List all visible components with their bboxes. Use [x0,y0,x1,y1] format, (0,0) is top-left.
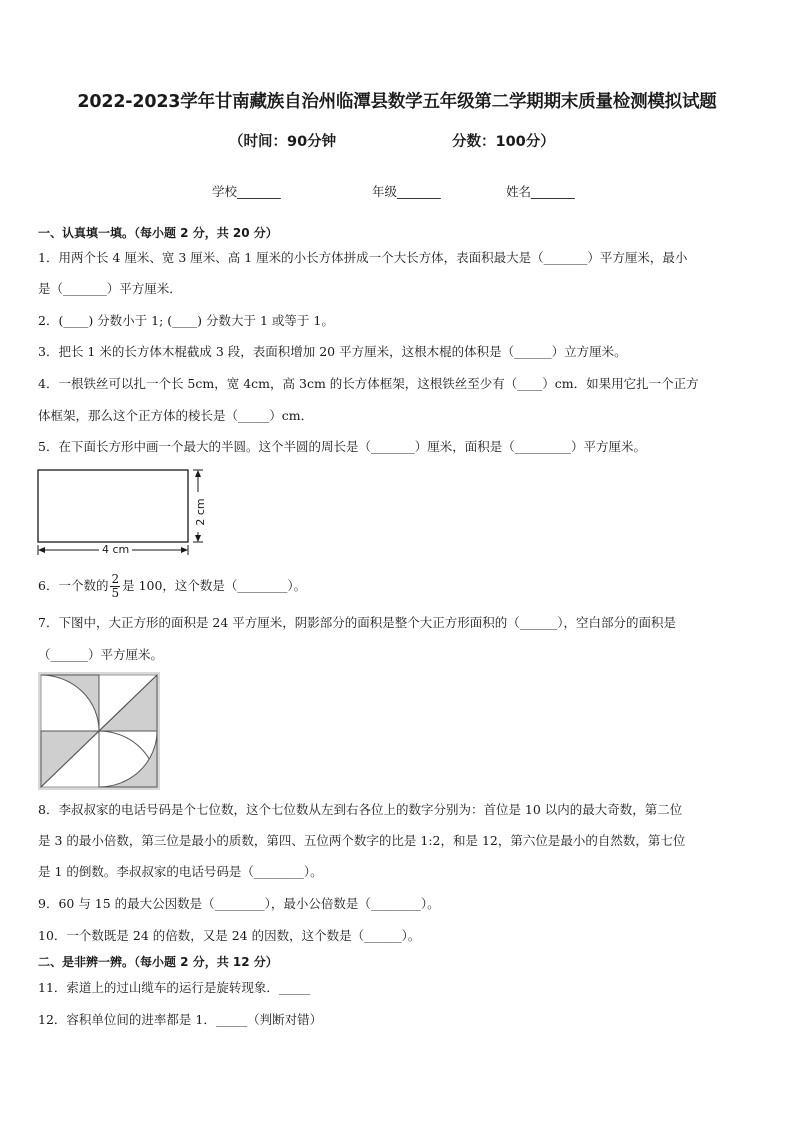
section-2-heading: 二、是非辨一辨。（每小题 2 分，共 12 分） [38,955,278,969]
width-arrow-left [38,547,45,553]
question-4-line-2: 体框架，那么这个正方体的棱长是（_____）cm． [38,408,314,423]
fraction-two-fifths: $\frac{2}{5}$ [111,572,120,600]
question-5: 5．在下面长方形中画一个最大的半圆。这个半圆的周长是（_______）厘米，面积是（_________）平方厘米。 [38,439,646,454]
question-4-line-1: 4．一根铁丝可以扎一个长 5cm，宽 4cm，高 3cm 的长方体框架，这根铁丝至少有（____）cm．如果用它扎一个正方 [38,376,699,391]
question-1-line-2: 是（_______）平方厘米． [38,281,182,296]
exam-title: 2022-2023学年甘南藏族自治州临潭县数学五年级第二学期期末质量检测模拟试题 [77,92,717,112]
question-8-line-3: 是 1 的倒数。李叔叔家的电话号码是（________）。 [38,864,323,879]
name-field: 姓名_______ [506,184,575,199]
school-field: 学校_______ [212,184,281,199]
width-label: 4 cm [99,543,132,556]
question-6: 6．一个数的 $\frac{2}{5}$ 是 100，这个数是（________）。 [38,572,307,600]
question-2: 2．(____) 分数小于 1; (____) 分数大于 1 或等于 1。 [38,313,334,328]
question-3: 3．把长 1 米的长方体木棍截成 3 段，表面积增加 20 平方厘米，这根木棍的体积是（______）立方厘米。 [38,344,627,359]
rectangle-shape [38,470,188,542]
question-9: 9．60 与 15 的最大公因数是（________），最小公倍数是（________）。 [38,896,440,911]
question-7-line-1: 7．下图中，大正方形的面积是 24 平方厘米，阴影部分的面积是整个大正方形面积的（______），空白部分的面积是 [38,615,677,630]
question-8-line-2: 是 3 的最小倍数，第三位是最小的质数，第四、五位两个数字的比是 1:2，和是 12，第六位是最小的自然数，第七位 [38,833,686,848]
section-1-heading: 一、认真填一填。（每小题 2 分，共 20 分） [38,226,278,240]
exam-score: 分数：100分） [452,134,555,150]
grade-field: 年级_______ [372,184,441,199]
height-arrow-top [195,470,201,477]
square-shaded-figure [38,672,160,790]
height-arrow-bottom [195,535,201,542]
question-11: 11．索道上的过山缆车的运行是旋转现象．_____ [38,980,311,995]
question-8-line-1: 8．李叔叔家的电话号码是个七位数，这个七位数从左到右各位上的数字分别为：首位是 10 以内的最大奇数，第二位 [38,802,683,817]
exam-time: （时间：90分钟 [229,134,337,150]
question-1-line-1: 1．用两个长 4 厘米、宽 3 厘米、高 1 厘米的小长方体拼成一个大长方体，表面积最大是（_______）平方厘米，最小 [38,250,688,265]
height-label: 2 cm [194,492,208,532]
question-10: 10．一个数既是 24 的倍数，又是 24 的因数，这个数是（______）。 [38,928,421,943]
question-12: 12．容积单位间的进率都是 1．_____（判断对错） [38,1012,323,1027]
width-arrow-right [181,547,188,553]
question-7-line-2: （______）平方厘米。 [38,647,164,662]
